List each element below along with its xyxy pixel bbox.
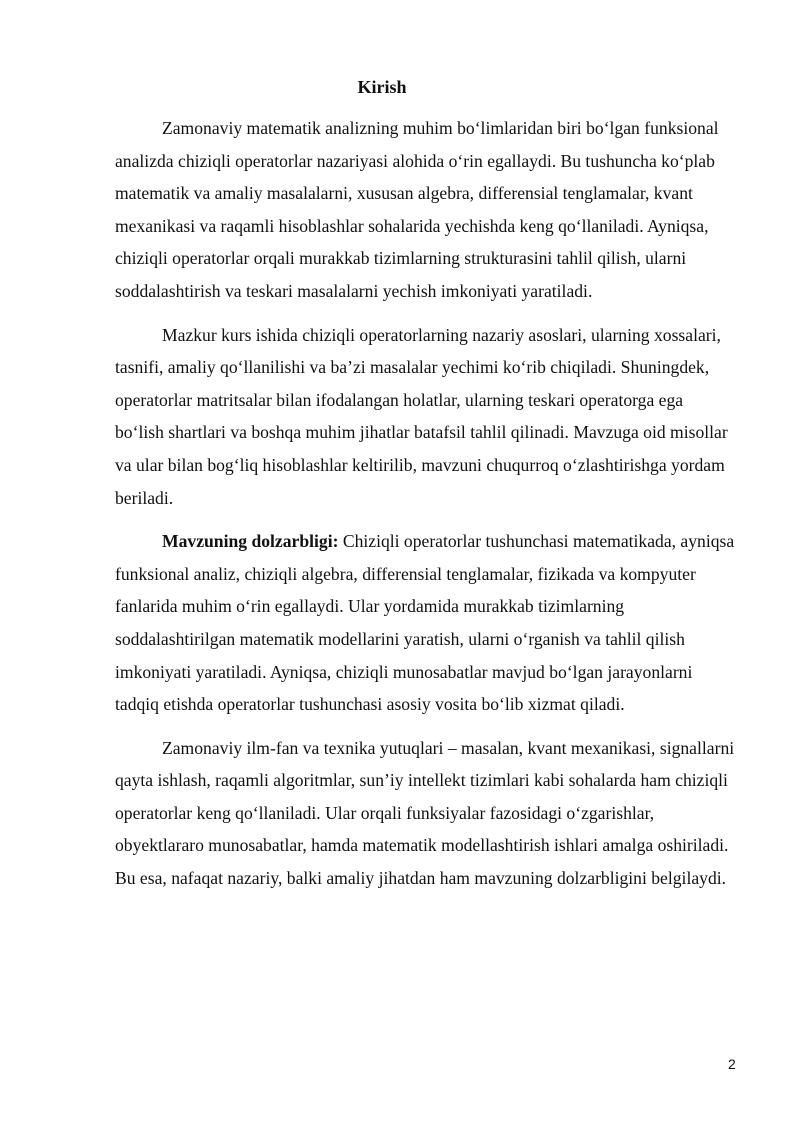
paragraph-text: Chiziqli operatorlar tushunchasi matematikada, ayniqsa funksional analiz, chiziqli algebra, differensial tenglamalar, fizikada va kompyuter fanlarida muhim o‘rin egallaydi. Ular yordamida murakkab tizimlarning soddalashtirilgan matematik modellarini yaratish, ularni o‘rganish va tahlil qilish imkoniyati yaratiladi. Ayniqsa, chiziqli munosabatlar mavjud bo‘lgan jarayonlarni tadqiq etishda operatorlar tushunchasi asosiy vosita bo‘lib xizmat qiladi. — [115, 531, 735, 715]
paragraph-intro — [115, 112, 735, 308]
section-title: Kirish — [357, 77, 407, 97]
paragraph-course-overview — [115, 319, 735, 515]
paragraph-lead-heading: Mavzuning dolzarbligi: — [162, 531, 339, 552]
paragraph-text: Mazkur kurs ishida chiziqli operatorlarning nazariy asoslari, ularning xossalari, tasnifi, amaliy qo‘llanilishi va ba’zi masalalar yechimi ko‘rib chiqiladi. Shuningdek, operatorlar matritsalar bilan ifodalangan holatlar, ularning teskari operatorga ega bo‘lish shartlari va boshqa muhim jihatlar batafsil tahlil qilinadi. Mavzuga oid misollar va ular bilan bog‘liq hisoblashlar keltirilib, mavzuni chuqurroq o‘zlashtirishga yordam beriladi. — [115, 324, 728, 508]
page-number: 2 — [728, 1056, 736, 1072]
paragraph-relevance — [115, 525, 735, 721]
paragraph-text: Zamonaviy ilm-fan va texnika yutuqlari – masalan, kvant mexanikasi, signallarni qayta ishlash, raqamli algoritmlar, sun’iy intellekt tizimlari kabi sohalarda ham chiziqli operatorlar keng qo‘llaniladi. Ular orqali funksiyalar fazosidagi o‘zgarishlar, obyektlararo munosabatlar, hamda matematik modellashtirish ishlari amalga oshiriladi. Bu esa, nafaqat nazariy, balki amaliy jihatdan ham mavzuning dolzarbligini belgilaydi. — [115, 737, 735, 889]
paragraph-applications — [115, 732, 735, 895]
body-text — [115, 112, 735, 906]
paragraph-text: Zamonaviy matematik analizning muhim bo‘limlaridan biri bo‘lgan funksional analizda chiziqli operatorlar nazariyasi alohida o‘rin egallaydi. Bu tushuncha ko‘plab matematik va amaliy masalalarni, xususan algebra, differensial tenglamalar, kvant mexanikasi va raqamli hisoblashlar sohalarida yechishda keng qo‘llaniladi. Ayniqsa, chiziqli operatorlar orqali murakkab tizimlarning strukturasini tahlil qilish, ularni soddalashtirish va teskari masalalarni yechish imkoniyati yaratiladi. — [115, 118, 719, 301]
